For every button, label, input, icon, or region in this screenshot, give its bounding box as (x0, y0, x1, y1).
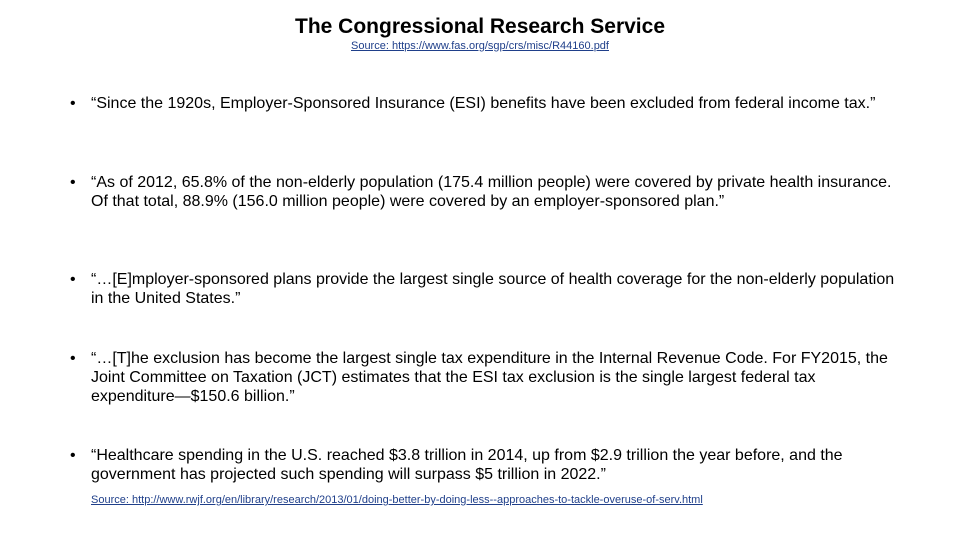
bullet-item (70, 446, 900, 484)
bullet-item (70, 270, 900, 308)
bullet-item (70, 349, 900, 406)
slide-title: The Congressional Research Service (295, 15, 665, 38)
bullet-marker: • (70, 95, 76, 112)
bullet-text: “Healthcare spending in the U.S. reached $3.8 trillion in 2014, up from $2.9 trillion the year before, and the government has projected such spending will surpass $5 trillion in 2022.” (91, 447, 843, 483)
source-citation-top (0, 39, 960, 53)
bullet-item (70, 173, 900, 211)
bullet-marker: • (70, 447, 76, 464)
bullet-marker: • (70, 174, 76, 191)
bullet-marker: • (70, 271, 76, 288)
bullet-text: “Since the 1920s, Employer-Sponsored Insurance (ESI) benefits have been excluded from federal income tax.” (91, 95, 876, 112)
bullet-text: “As of 2012, 65.8% of the non-elderly population (175.4 million people) were covered by private health insurance. Of that total, 88.9% (156.0 million people) were covered by an employer-sponsored plan.” (91, 174, 892, 210)
source-link-top[interactable]: Source: https://www.fas.org/sgp/crs/misc/R44160.pdf (350, 40, 609, 52)
bullet-marker: • (70, 350, 76, 367)
bullet-text: “…[E]mployer-sponsored plans provide the largest single source of health coverage for the non-elderly population in the United States.” (91, 271, 895, 307)
bullet-text: “…[T]he exclusion has become the largest single tax expenditure in the Internal Revenue Code. For FY2015, the Joint Committee on Taxation (JCT) estimates that the ESI tax exclusion is the single largest federal tax expenditure—$150.6 billion.” (91, 350, 888, 405)
source-link-bottom[interactable]: Source: http://www.rwjf.org/en/library/research/2013/01/doing-better-by-doing-less--approaches-to-tackle-overuse-of-serv.html (91, 494, 703, 506)
source-citation-bottom (91, 493, 703, 507)
bullet-item (70, 94, 900, 113)
